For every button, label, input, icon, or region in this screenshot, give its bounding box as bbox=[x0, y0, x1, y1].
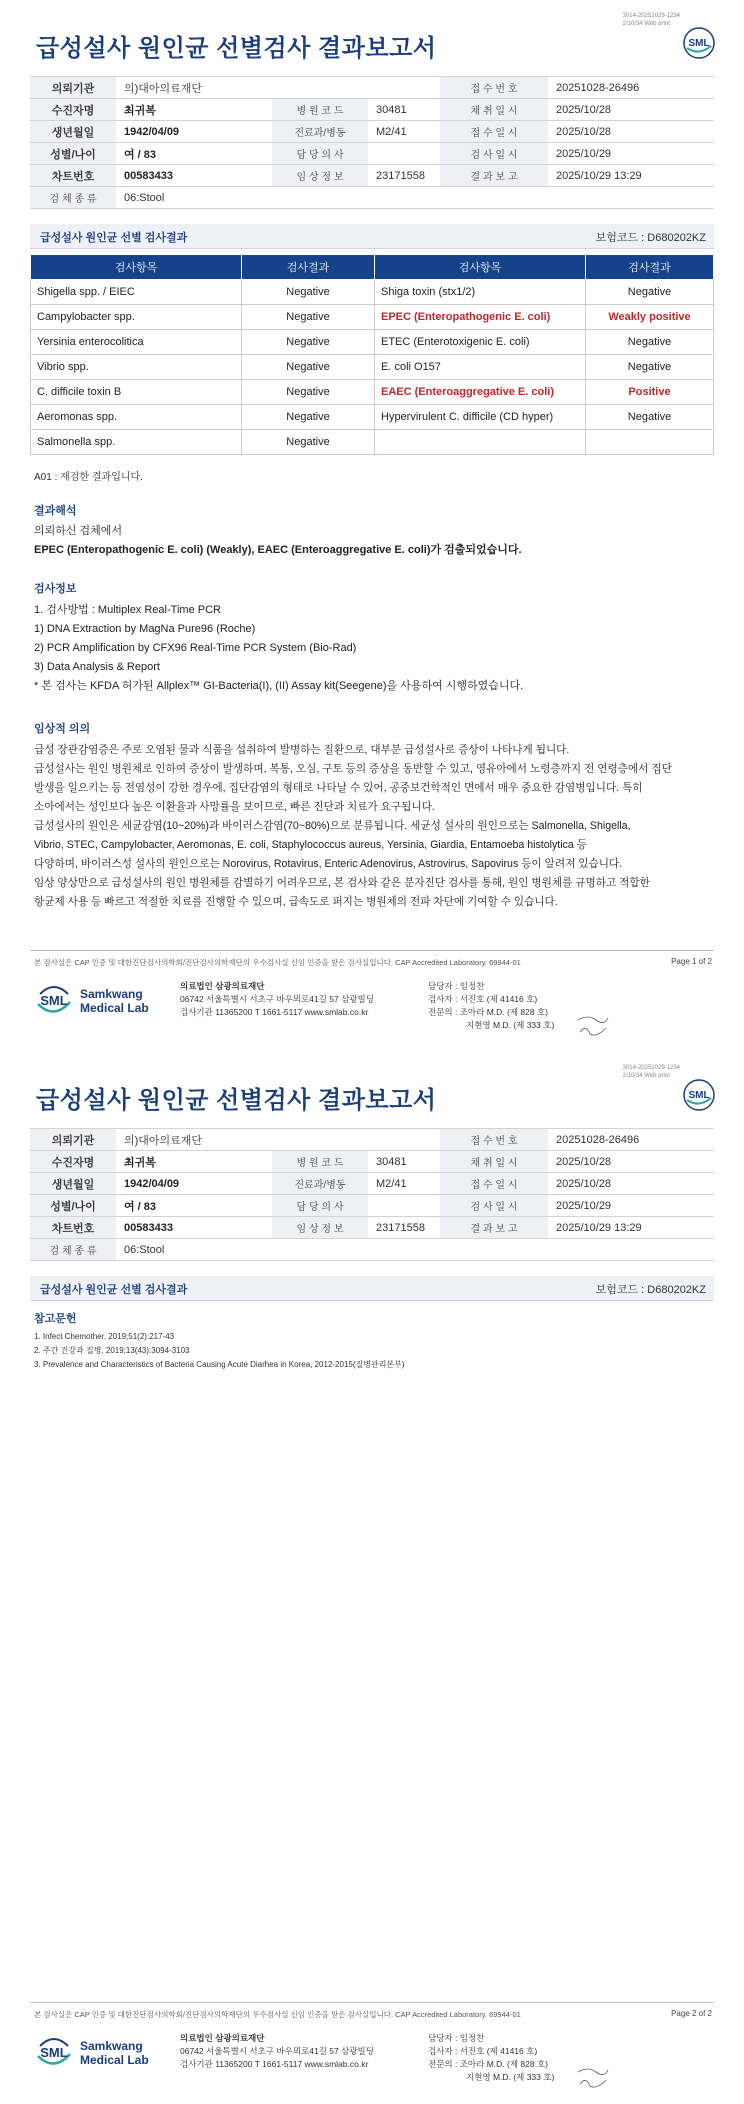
print-stamp: 3014-20251029-1234 2/10/34 Web print bbox=[622, 13, 680, 27]
test-item-cell: E. coli O157 bbox=[375, 355, 586, 380]
test-item-cell: Campylobacter spp. bbox=[31, 305, 242, 330]
svg-text:SML: SML bbox=[688, 1090, 710, 1101]
report-title: 급성설사 원인균 선별검사 결과보고서 bbox=[36, 35, 437, 62]
table-row bbox=[31, 330, 714, 355]
table-row bbox=[31, 405, 714, 430]
sml-footer-logo: SML Samkwang Medical Lab bbox=[34, 2032, 149, 2072]
table-row bbox=[31, 430, 714, 455]
test-item-cell: Aeromonas spp. bbox=[31, 405, 242, 430]
test-result-cell: Negative bbox=[242, 330, 375, 355]
col-header-test: 검사항목 bbox=[375, 255, 586, 280]
test-item-cell: ETEC (Enterotoxigenic E. coli) bbox=[375, 330, 586, 355]
page-number: Page 1 of 2 bbox=[671, 957, 712, 966]
print-stamp: 3014-20251029-1234 2/10/34 Web print bbox=[622, 1065, 680, 1079]
test-result-cell: Negative bbox=[242, 405, 375, 430]
test-info-text: 1. 검사방법 : Multiplex Real-Time PCR 1) DNA Extraction by MagNa Pure96 (Roche) 2) PCR Amplification by CFX96 Real-Time PCR System (Bio-Rad) 3) Data Analysis & Report * 본 검사는 KFDA 허가된 Allplex™ GI-Bacteria(I), (II) Assay kit(Seegene)을 사용하여 시행하였습니다. bbox=[34, 604, 524, 692]
sml-footer-logo-icon bbox=[34, 980, 74, 1020]
test-item-cell: Salmonella spp. bbox=[31, 430, 242, 455]
insurance-code: 보험코드 : D680202KZ bbox=[595, 232, 706, 244]
clinical-significance-title: 임상적 의의 bbox=[34, 723, 91, 735]
report-page-2 bbox=[0, 1052, 744, 2104]
signature-scribble-icon bbox=[576, 2064, 610, 2092]
table-row bbox=[31, 355, 714, 380]
test-result-cell: Negative bbox=[242, 280, 375, 305]
test-info-title: 검사정보 bbox=[34, 583, 77, 595]
lab-address: 의료법인 삼광의료재단 06742 서울특별시 서초구 바우뫼로41길 57 삼광빌딩 검사기관 11365200 T 1661-5117 www.smlab.co.kr bbox=[180, 981, 374, 1017]
insurance-code: 보험코드 : D680202KZ bbox=[595, 1284, 706, 1296]
footer-divider bbox=[30, 950, 714, 951]
references-list: 1. Infect Chemother. 2019;51(2):217-43 2. 주간 건강과 질병. 2019;13(43):3094-3103 3. Prevalence and Characteristics of Bacteria Causing Acute Diarhea in Korea, 2012-2015(질병관리본부) bbox=[34, 1332, 405, 1369]
section-title: 급성설사 원인균 선별 검사결과 bbox=[40, 232, 188, 244]
sml-logo-icon bbox=[682, 26, 716, 60]
col-header-result: 검사결과 bbox=[242, 255, 375, 280]
test-item-cell: C. difficile toxin B bbox=[31, 380, 242, 405]
test-result-cell bbox=[586, 430, 714, 455]
test-item-cell: Vibrio spp. bbox=[31, 355, 242, 380]
test-item-cell: Shiga toxin (stx1/2) bbox=[375, 280, 586, 305]
signatures: 담당자 : 임정찬 검사자 : 서진호 (제 41416 호) 전문의 : 조아라 M.D. (제 828 호) 지현영 M.D. (제 333 호) bbox=[428, 2033, 555, 2082]
sml-footer-logo: SML Samkwang Medical Lab bbox=[34, 980, 149, 1020]
test-item-cell: Yersinia enterocolitica bbox=[31, 330, 242, 355]
clinical-significance-text: 급성 장관감염증은 주로 오염된 물과 식품을 섭취하여 발병하는 질환으로, 대부분 급성설사로 증상이 나타나게 됩니다. 급성설사는 원인 병원체로 인하여 증상이 발생하며, 복통, 오심, 구토 등의 증상을 동반할 수 있고, 영유아에서 노령층까지 전 연령층에서 집단 발생을 일으키는 등 전염성이 강한 경우에, 집단감염의 형태로 나타날 수 있어, 공중보건학적인 면에서 매우 중요한 감염병입니다. 특히 소아에서는 성인보다 높은 이환율과 사망률을 보이므로, 빠른 진단과 치료가 요구됩니다. 급성설사의 원인은 세균감염(10~20%)과 바이러스감염(70~80%)으로 분류됩니다. 세균성 설사의 원인으로는 Salmonella, Shigella, Vibrio, STEC, Campylobacter, Aeromonas, E. coli, Staphylococcus aureus, Yersinia, Giardia, Entamoeba histolytica 등 다양하며, 바이러스성 설사의 원인으로는 Norovirus, Rotavirus, Enteric Adenovirus, Astrovirus, Sapovirus 등이 알려져 있습니다. 임상 양상만으로 급성설사의 원인 병원체를 감별하기 어려우므로, 본 검사와 같은 분자진단 검사를 통해, 원인 병원체를 규명하고 적합한 항균제 사용 등 빠르고 적절한 치료를 진행할 수 있으며, 급속도로 퍼지는 병원체의 전파 차단에 기여할 수 있습니다. bbox=[34, 744, 672, 908]
references-title: 참고문헌 bbox=[34, 1313, 77, 1325]
test-result-cell: Negative bbox=[586, 330, 714, 355]
results-table bbox=[30, 254, 714, 455]
test-result-cell: Negative bbox=[586, 405, 714, 430]
test-item-cell: Hypervirulent C. difficile (CD hyper) bbox=[375, 405, 586, 430]
signatures: 담당자 : 임정찬 검사자 : 서진호 (제 41416 호) 전문의 : 조아라 M.D. (제 828 호) 지현영 M.D. (제 333 호) bbox=[428, 981, 555, 1030]
svg-text:SML: SML bbox=[688, 38, 710, 49]
sml-footer-logo-icon bbox=[34, 2032, 74, 2072]
footer-divider bbox=[30, 2002, 714, 2003]
patient-info-table: 의뢰기관 의)대아의료재단 접 수 번 호 20251028-26496 수진자명 최귀복 병 원 코 드 30481 채 취 일 시 2025/10/28 생년월일 1942/04/09 진료과/병동 M2/41 접 수 일 시 2025/10/28 성별/나이 여 / 83 담 당 의 사 검 사 일 시 2025/10/29 차트번호 00583433 임 상 정 보 23171558 결 과 보 고 2025/10/29 13:29 검 체 종 류 06:Stool bbox=[30, 76, 714, 209]
test-result-cell: Positive bbox=[586, 380, 714, 405]
test-result-cell: Negative bbox=[242, 305, 375, 330]
svg-text:SML: SML bbox=[40, 993, 68, 1008]
test-result-cell: Negative bbox=[242, 380, 375, 405]
report-title: 급성설사 원인균 선별검사 결과보고서 bbox=[36, 1087, 437, 1114]
test-result-cell: Negative bbox=[242, 355, 375, 380]
test-item-cell bbox=[375, 430, 586, 455]
table-row bbox=[31, 380, 714, 405]
table-row bbox=[31, 280, 714, 305]
page-number: Page 2 of 2 bbox=[671, 2009, 712, 2018]
test-result-cell: Weakly positive bbox=[586, 305, 714, 330]
test-item-cell: Shigella spp. / EIEC bbox=[31, 280, 242, 305]
footer-cert: 본 검사실은 CAP 인증 및 대한진단검사의학회/진단검사의학재단의 우수검사실 신임 인증을 받은 검사실입니다. CAP Accredited Laboratory. 69944-01 bbox=[34, 2010, 521, 2019]
col-header-result: 검사결과 bbox=[586, 255, 714, 280]
patient-info-table: 의뢰기관 의)대아의료재단 접 수 번 호 20251028-26496 수진자명 최귀복 병 원 코 드 30481 채 취 일 시 2025/10/28 생년월일 1942/04/09 진료과/병동 M2/41 접 수 일 시 2025/10/28 성별/나이 여 / 83 담 당 의 사 검 사 일 시 2025/10/29 차트번호 00583433 임 상 정 보 23171558 결 과 보 고 2025/10/29 13:29 검 체 종 류 06:Stool bbox=[30, 1128, 714, 1261]
svg-text:SML: SML bbox=[40, 2045, 68, 2060]
table-row bbox=[31, 305, 714, 330]
test-result-cell: Negative bbox=[586, 280, 714, 305]
signature-scribble-icon bbox=[576, 1012, 610, 1040]
retest-note: A01 : 재검한 결과입니다. bbox=[34, 472, 143, 483]
test-result-cell: Negative bbox=[586, 355, 714, 380]
footer-cert: 본 검사실은 CAP 인증 및 대한진단검사의학회/진단검사의학재단의 우수검사실 신임 인증을 받은 검사실입니다. CAP Accredited Laboratory. 69944-01 bbox=[34, 958, 521, 967]
interpretation-title: 결과해석 bbox=[34, 505, 77, 517]
test-result-cell: Negative bbox=[242, 430, 375, 455]
col-header-test: 검사항목 bbox=[31, 255, 242, 280]
section-title: 급성설사 원인균 선별 검사결과 bbox=[40, 1284, 188, 1296]
sml-logo-icon bbox=[682, 1078, 716, 1112]
test-item-cell: EAEC (Enteroaggregative E. coli) bbox=[375, 380, 586, 405]
interpretation-text: 의뢰하신 검체에서 EPEC (Enteropathogenic E. coli) (Weakly), EAEC (Enteroaggregative E. coli)가 검출되었습니다. bbox=[34, 525, 522, 556]
lab-address: 의료법인 삼광의료재단 06742 서울특별시 서초구 바우뫼로41길 57 삼광빌딩 검사기관 11365200 T 1661-5117 www.smlab.co.kr bbox=[180, 2033, 374, 2069]
test-item-cell: EPEC (Enteropathogenic E. coli) bbox=[375, 305, 586, 330]
